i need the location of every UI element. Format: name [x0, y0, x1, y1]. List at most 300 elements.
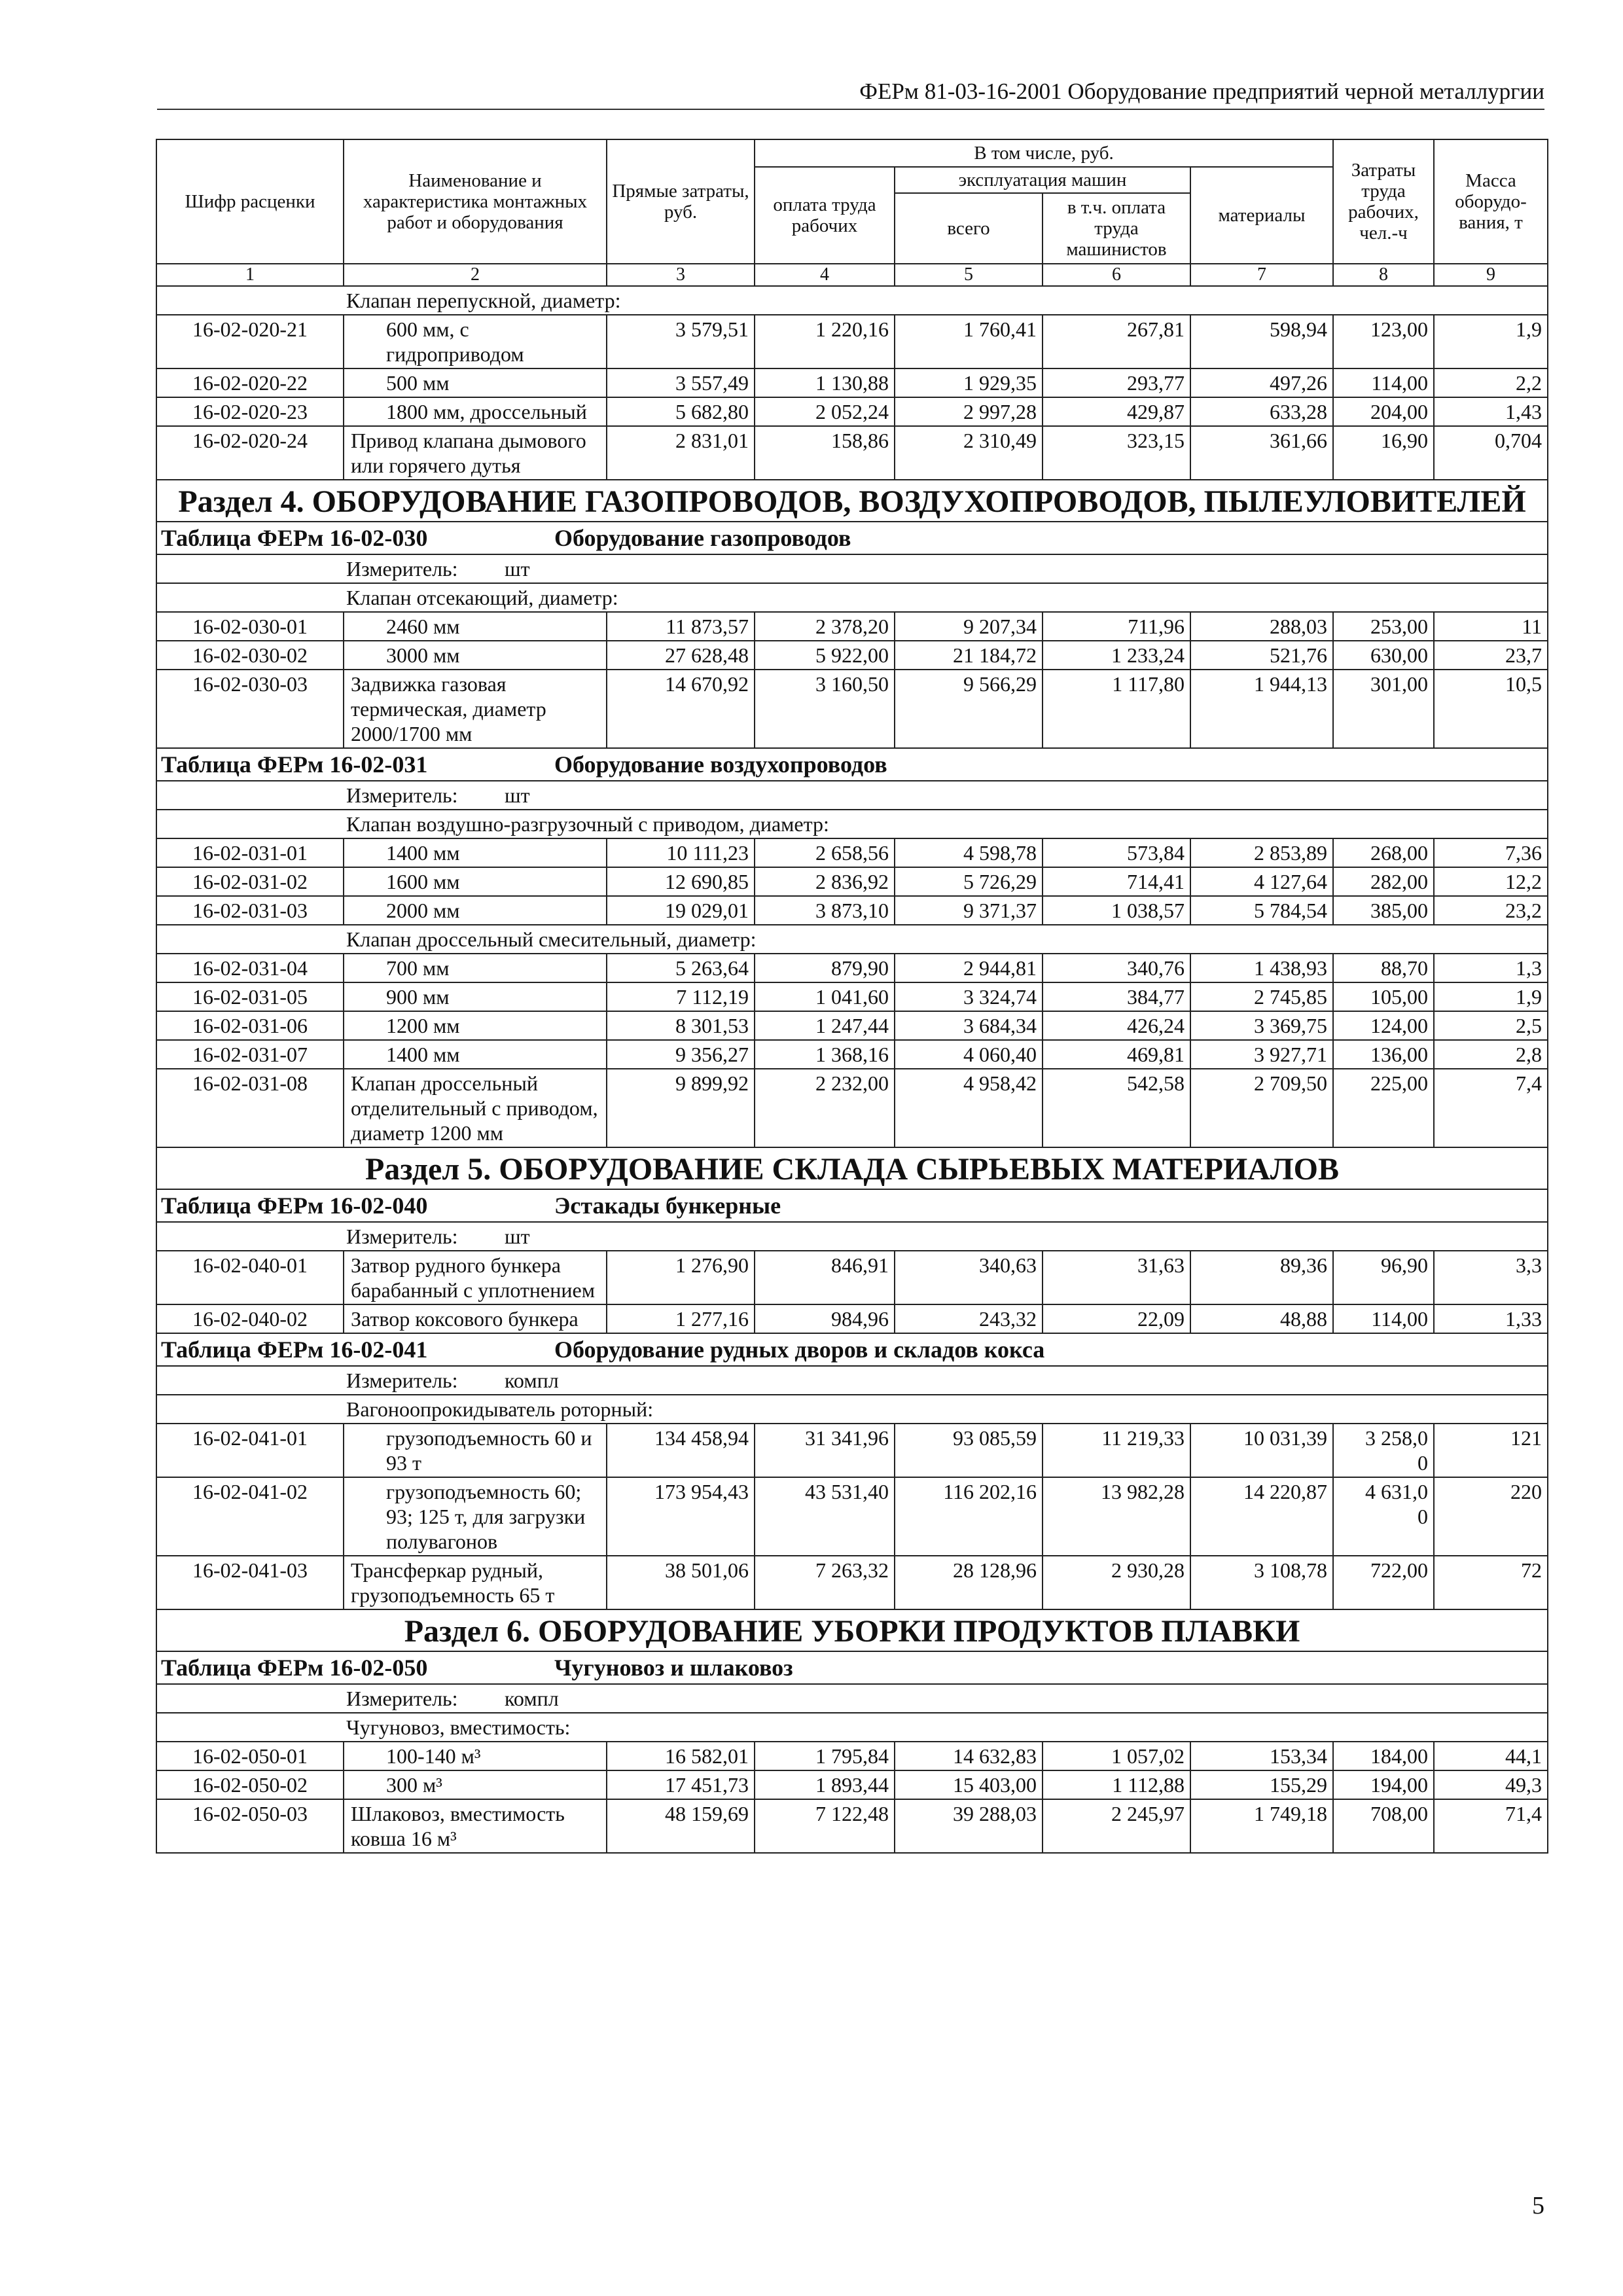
- meter: [156, 1366, 1548, 1395]
- table-name: Эстакады бункерные: [554, 1193, 781, 1219]
- col-number: 8: [1333, 264, 1434, 286]
- meter-row: [156, 1222, 1548, 1251]
- materials-cost: 89,36: [1190, 1251, 1333, 1304]
- col-number: 5: [895, 264, 1043, 286]
- materials-cost: 633,28: [1190, 397, 1333, 426]
- section-title-row: [156, 1147, 1548, 1189]
- table-title-row: [156, 748, 1548, 781]
- labor-hours: 194,00: [1333, 1770, 1434, 1799]
- machines-total: 93 085,59: [895, 1424, 1043, 1477]
- rate-code: 16-02-041-03: [156, 1556, 344, 1609]
- table-row: [156, 1011, 1548, 1040]
- work-name: Задвижка газовая термическая, диаметр 2000/1700 мм: [344, 670, 607, 748]
- meter: [156, 554, 1548, 583]
- table-row: [156, 1424, 1548, 1477]
- machines-total: 1 929,35: [895, 368, 1043, 397]
- rate-code: 16-02-031-03: [156, 896, 344, 925]
- rate-code: 16-02-031-06: [156, 1011, 344, 1040]
- labor-hours: 708,00: [1333, 1799, 1434, 1853]
- table-row: [156, 670, 1548, 748]
- group-heading-row: [156, 810, 1548, 838]
- labor-cost: 5 922,00: [755, 641, 895, 670]
- direct-cost: 9 356,27: [607, 1040, 755, 1069]
- col-name-header: Наименование и характеристика монтажных работ и оборудования: [344, 139, 607, 264]
- group-heading: Чугуновоз, вместимость:: [156, 1713, 1548, 1742]
- table-number: Таблица ФЕРм 16-02-031: [161, 751, 428, 778]
- table-number: Таблица ФЕРм 16-02-041: [161, 1336, 428, 1363]
- machinists-pay: 11 219,33: [1043, 1424, 1190, 1477]
- meter-unit: компл: [505, 1687, 559, 1710]
- meter-row: [156, 554, 1548, 583]
- materials-cost: 1 749,18: [1190, 1799, 1333, 1853]
- table-number: Таблица ФЕРм 16-02-050: [161, 1655, 428, 1681]
- labor-hours: 225,00: [1333, 1069, 1434, 1147]
- machines-total: 2 997,28: [895, 397, 1043, 426]
- labor-cost: 3 873,10: [755, 896, 895, 925]
- col-mass-header: Масса оборудо-вания, т: [1434, 139, 1548, 264]
- meter-row: [156, 781, 1548, 810]
- table-row: [156, 1477, 1548, 1556]
- col-incl-op-header: в т.ч. оплата труда машинистов: [1043, 193, 1190, 264]
- machines-total: 39 288,03: [895, 1799, 1043, 1853]
- materials-cost: 5 784,54: [1190, 896, 1333, 925]
- labor-cost: 7 122,48: [755, 1799, 895, 1853]
- direct-cost: 38 501,06: [607, 1556, 755, 1609]
- rate-code: 16-02-020-23: [156, 397, 344, 426]
- direct-cost: 16 582,01: [607, 1742, 755, 1770]
- machinists-pay: 711,96: [1043, 612, 1190, 641]
- table-row: [156, 1251, 1548, 1304]
- materials-cost: 2 853,89: [1190, 838, 1333, 867]
- machinists-pay: 1 112,88: [1043, 1770, 1190, 1799]
- table-title: [156, 1651, 1548, 1684]
- equipment-mass: 1,43: [1434, 397, 1548, 426]
- equipment-mass: 1,9: [1434, 315, 1548, 368]
- materials-cost: 521,76: [1190, 641, 1333, 670]
- machines-total: 15 403,00: [895, 1770, 1043, 1799]
- labor-cost: 1 247,44: [755, 1011, 895, 1040]
- work-name: 1200 мм: [344, 1011, 607, 1040]
- equipment-mass: 10,5: [1434, 670, 1548, 748]
- labor-hours: 630,00: [1333, 641, 1434, 670]
- group-heading: Клапан перепускной, диаметр:: [156, 286, 1548, 315]
- labor-hours: 4 631,0 0: [1333, 1477, 1434, 1556]
- labor-hours: 124,00: [1333, 1011, 1434, 1040]
- table-row: [156, 368, 1548, 397]
- machines-total: 2 310,49: [895, 426, 1043, 480]
- rate-code: 16-02-031-07: [156, 1040, 344, 1069]
- materials-cost: 153,34: [1190, 1742, 1333, 1770]
- labor-cost: 1 368,16: [755, 1040, 895, 1069]
- machinists-pay: 426,24: [1043, 1011, 1190, 1040]
- table-row: [156, 315, 1548, 368]
- section-title-row: [156, 480, 1548, 522]
- col-number: 2: [344, 264, 607, 286]
- table-row: [156, 867, 1548, 896]
- machinists-pay: 714,41: [1043, 867, 1190, 896]
- rate-code: 16-02-050-02: [156, 1770, 344, 1799]
- equipment-mass: 220: [1434, 1477, 1548, 1556]
- machinists-pay: 573,84: [1043, 838, 1190, 867]
- table-row: [156, 982, 1548, 1011]
- labor-cost: 879,90: [755, 954, 895, 982]
- machinists-pay: 267,81: [1043, 315, 1190, 368]
- col-number: 3: [607, 264, 755, 286]
- work-name: Шлаковоз, вместимость ковша 16 м³: [344, 1799, 607, 1853]
- equipment-mass: 7,4: [1434, 1069, 1548, 1147]
- table-name: Оборудование воздухопроводов: [554, 751, 887, 778]
- direct-cost: 5 263,64: [607, 954, 755, 982]
- direct-cost: 3 579,51: [607, 315, 755, 368]
- materials-cost: 10 031,39: [1190, 1424, 1333, 1477]
- equipment-mass: 72: [1434, 1556, 1548, 1609]
- equipment-mass: 23,2: [1434, 896, 1548, 925]
- machines-total: 340,63: [895, 1251, 1043, 1304]
- equipment-mass: 44,1: [1434, 1742, 1548, 1770]
- machinists-pay: 13 982,28: [1043, 1477, 1190, 1556]
- materials-cost: 2 709,50: [1190, 1069, 1333, 1147]
- machines-total: 9 371,37: [895, 896, 1043, 925]
- labor-hours: 114,00: [1333, 368, 1434, 397]
- work-name: 1400 мм: [344, 838, 607, 867]
- work-name: Затвор рудного бункера барабанный с уплотнением: [344, 1251, 607, 1304]
- meter-row: [156, 1366, 1548, 1395]
- equipment-mass: 71,4: [1434, 1799, 1548, 1853]
- meter-unit: шт: [505, 1225, 530, 1248]
- labor-cost: 43 531,40: [755, 1477, 895, 1556]
- direct-cost: 48 159,69: [607, 1799, 755, 1853]
- col-labor-header: оплата труда рабочих: [755, 167, 895, 264]
- work-name: Трансферкар рудный, грузоподъемность 65 т: [344, 1556, 607, 1609]
- materials-cost: 1 944,13: [1190, 670, 1333, 748]
- rate-code: 16-02-020-21: [156, 315, 344, 368]
- machines-total: 5 726,29: [895, 867, 1043, 896]
- work-name: Клапан дроссельный отделительный с приводом, диаметр 1200 мм: [344, 1069, 607, 1147]
- machinists-pay: 22,09: [1043, 1304, 1190, 1333]
- work-name: 1400 мм: [344, 1040, 607, 1069]
- work-name: 1600 мм: [344, 867, 607, 896]
- direct-cost: 3 557,49: [607, 368, 755, 397]
- machinists-pay: 2 930,28: [1043, 1556, 1190, 1609]
- direct-cost: 2 831,01: [607, 426, 755, 480]
- machines-total: 116 202,16: [895, 1477, 1043, 1556]
- col-number: 4: [755, 264, 895, 286]
- machines-total: 1 760,41: [895, 315, 1043, 368]
- table-number: Таблица ФЕРм 16-02-040: [161, 1193, 428, 1219]
- table-name: Оборудование рудных дворов и складов кокса: [554, 1336, 1045, 1363]
- rate-code: 16-02-041-02: [156, 1477, 344, 1556]
- direct-cost: 7 112,19: [607, 982, 755, 1011]
- group-heading-row: [156, 925, 1548, 954]
- labor-hours: 88,70: [1333, 954, 1434, 982]
- materials-cost: 2 745,85: [1190, 982, 1333, 1011]
- machinists-pay: 323,15: [1043, 426, 1190, 480]
- labor-hours: 96,90: [1333, 1251, 1434, 1304]
- machines-total: 14 632,83: [895, 1742, 1043, 1770]
- materials-cost: 1 438,93: [1190, 954, 1333, 982]
- work-name: грузоподъемность 60 и 93 т: [344, 1424, 607, 1477]
- machines-total: 4 598,78: [895, 838, 1043, 867]
- machinists-pay: 1 117,80: [1043, 670, 1190, 748]
- direct-cost: 12 690,85: [607, 867, 755, 896]
- rate-code: 16-02-050-01: [156, 1742, 344, 1770]
- col-materials-header: материалы: [1190, 167, 1333, 264]
- section-title-row: [156, 1609, 1548, 1651]
- table-body: [156, 286, 1548, 1853]
- machinists-pay: 1 233,24: [1043, 641, 1190, 670]
- group-heading-row: [156, 1713, 1548, 1742]
- machines-total: 21 184,72: [895, 641, 1043, 670]
- col-number: 7: [1190, 264, 1333, 286]
- labor-cost: 31 341,96: [755, 1424, 895, 1477]
- table-row: [156, 1304, 1548, 1333]
- direct-cost: 173 954,43: [607, 1477, 755, 1556]
- machinists-pay: 429,87: [1043, 397, 1190, 426]
- section-title: Раздел 4. ОБОРУДОВАНИЕ ГАЗОПРОВОДОВ, ВОЗДУХОПРОВОДОВ, ПЫЛЕУЛОВИТЕЛЕЙ: [156, 480, 1548, 522]
- labor-cost: 1 041,60: [755, 982, 895, 1011]
- group-heading: Вагоноопрокидыватель роторный:: [156, 1395, 1548, 1424]
- labor-hours: 253,00: [1333, 612, 1434, 641]
- page-number: 5: [1532, 2192, 1544, 2219]
- work-name: Привод клапана дымового или горячего дутья: [344, 426, 607, 480]
- rate-code: 16-02-031-01: [156, 838, 344, 867]
- rate-code: 16-02-020-22: [156, 368, 344, 397]
- rate-code: 16-02-031-05: [156, 982, 344, 1011]
- meter-unit: шт: [505, 557, 530, 581]
- machinists-pay: 542,58: [1043, 1069, 1190, 1147]
- table-row: [156, 1556, 1548, 1609]
- work-name: 1800 мм, дроссельный: [344, 397, 607, 426]
- work-name: 2460 мм: [344, 612, 607, 641]
- group-heading: Клапан дроссельный смесительный, диаметр:: [156, 925, 1548, 954]
- work-name: 600 мм, с гидроприводом: [344, 315, 607, 368]
- machines-total: 243,32: [895, 1304, 1043, 1333]
- labor-hours: 123,00: [1333, 315, 1434, 368]
- group-heading: Клапан отсекающий, диаметр:: [156, 583, 1548, 612]
- equipment-mass: 0,704: [1434, 426, 1548, 480]
- machines-total: 3 324,74: [895, 982, 1043, 1011]
- table-row: [156, 1040, 1548, 1069]
- price-table: [156, 139, 1548, 1854]
- equipment-mass: 11: [1434, 612, 1548, 641]
- equipment-mass: 23,7: [1434, 641, 1548, 670]
- labor-hours: 204,00: [1333, 397, 1434, 426]
- table-row: [156, 1742, 1548, 1770]
- materials-cost: 497,26: [1190, 368, 1333, 397]
- rate-code: 16-02-031-08: [156, 1069, 344, 1147]
- machines-total: 9 566,29: [895, 670, 1043, 748]
- direct-cost: 10 111,23: [607, 838, 755, 867]
- rate-code: 16-02-030-01: [156, 612, 344, 641]
- rate-code: 16-02-020-24: [156, 426, 344, 480]
- machinists-pay: 293,77: [1043, 368, 1190, 397]
- materials-cost: 3 108,78: [1190, 1556, 1333, 1609]
- direct-cost: 5 682,80: [607, 397, 755, 426]
- labor-hours: 385,00: [1333, 896, 1434, 925]
- labor-cost: 7 263,32: [755, 1556, 895, 1609]
- col-incl-header: В том числе, руб.: [755, 139, 1333, 167]
- work-name: 500 мм: [344, 368, 607, 397]
- table-row: [156, 641, 1548, 670]
- col-code-header: Шифр расценки: [156, 139, 344, 264]
- column-number-row: [156, 264, 1548, 286]
- table-number: Таблица ФЕРм 16-02-030: [161, 525, 428, 551]
- rate-code: 16-02-031-04: [156, 954, 344, 982]
- group-heading-row: [156, 286, 1548, 315]
- table-row: [156, 397, 1548, 426]
- equipment-mass: 2,8: [1434, 1040, 1548, 1069]
- work-name: 900 мм: [344, 982, 607, 1011]
- machines-total: 3 684,34: [895, 1011, 1043, 1040]
- materials-cost: 361,66: [1190, 426, 1333, 480]
- direct-cost: 19 029,01: [607, 896, 755, 925]
- table-row: [156, 1069, 1548, 1147]
- materials-cost: 3 369,75: [1190, 1011, 1333, 1040]
- materials-cost: 288,03: [1190, 612, 1333, 641]
- table-row: [156, 426, 1548, 480]
- col-machines-header: эксплуатация машин: [895, 167, 1190, 193]
- table-row: [156, 896, 1548, 925]
- rate-code: 16-02-030-03: [156, 670, 344, 748]
- labor-cost: 846,91: [755, 1251, 895, 1304]
- meter-label: Измеритель:: [346, 1369, 458, 1392]
- direct-cost: 17 451,73: [607, 1770, 755, 1799]
- rate-code: 16-02-050-03: [156, 1799, 344, 1853]
- rate-code: 16-02-031-02: [156, 867, 344, 896]
- equipment-mass: 2,2: [1434, 368, 1548, 397]
- table-title-row: [156, 1651, 1548, 1684]
- equipment-mass: 1,9: [1434, 982, 1548, 1011]
- table-row: [156, 612, 1548, 641]
- meter-unit: компл: [505, 1369, 559, 1392]
- labor-cost: 3 160,50: [755, 670, 895, 748]
- meter: [156, 1222, 1548, 1251]
- materials-cost: 3 927,71: [1190, 1040, 1333, 1069]
- machinists-pay: 2 245,97: [1043, 1799, 1190, 1853]
- labor-cost: 2 052,24: [755, 397, 895, 426]
- table-title: [156, 1189, 1548, 1222]
- labor-hours: 16,90: [1333, 426, 1434, 480]
- work-name: 100-140 м³: [344, 1742, 607, 1770]
- rate-code: 16-02-040-02: [156, 1304, 344, 1333]
- equipment-mass: 49,3: [1434, 1770, 1548, 1799]
- direct-cost: 27 628,48: [607, 641, 755, 670]
- meter-label: Измеритель:: [346, 557, 458, 581]
- materials-cost: 14 220,87: [1190, 1477, 1333, 1556]
- labor-cost: 984,96: [755, 1304, 895, 1333]
- table-row: [156, 954, 1548, 982]
- labor-cost: 1 795,84: [755, 1742, 895, 1770]
- meter-row: [156, 1684, 1548, 1713]
- equipment-mass: 3,3: [1434, 1251, 1548, 1304]
- work-name: Затвор коксового бункера: [344, 1304, 607, 1333]
- table-name: Оборудование газопроводов: [554, 525, 851, 551]
- machinists-pay: 1 057,02: [1043, 1742, 1190, 1770]
- labor-cost: 1 130,88: [755, 368, 895, 397]
- machinists-pay: 1 038,57: [1043, 896, 1190, 925]
- running-header: ФЕРм 81-03-16-2001 Оборудование предприятий черной металлургии: [157, 77, 1544, 110]
- materials-cost: 155,29: [1190, 1770, 1333, 1799]
- group-heading: Клапан воздушно-разгрузочный с приводом, диаметр:: [156, 810, 1548, 838]
- table-row: [156, 1770, 1548, 1799]
- meter: [156, 781, 1548, 810]
- work-name: 2000 мм: [344, 896, 607, 925]
- labor-cost: 2 378,20: [755, 612, 895, 641]
- direct-cost: 14 670,92: [607, 670, 755, 748]
- meter-label: Измеритель:: [346, 1687, 458, 1710]
- labor-cost: 1 220,16: [755, 315, 895, 368]
- meter-label: Измеритель:: [346, 783, 458, 807]
- direct-cost: 9 899,92: [607, 1069, 755, 1147]
- equipment-mass: 121: [1434, 1424, 1548, 1477]
- machinists-pay: 384,77: [1043, 982, 1190, 1011]
- col-number: 6: [1043, 264, 1190, 286]
- direct-cost: 1 277,16: [607, 1304, 755, 1333]
- materials-cost: 48,88: [1190, 1304, 1333, 1333]
- machinists-pay: 340,76: [1043, 954, 1190, 982]
- labor-cost: 158,86: [755, 426, 895, 480]
- col-direct-header: Прямые затраты, руб.: [607, 139, 755, 264]
- work-name: 300 м³: [344, 1770, 607, 1799]
- equipment-mass: 12,2: [1434, 867, 1548, 896]
- materials-cost: 598,94: [1190, 315, 1333, 368]
- work-name: грузоподъемность 60; 93; 125 т, для загрузки полувагонов: [344, 1477, 607, 1556]
- section-title: Раздел 5. ОБОРУДОВАНИЕ СКЛАДА СЫРЬЕВЫХ МАТЕРИАЛОВ: [156, 1147, 1548, 1189]
- direct-cost: 8 301,53: [607, 1011, 755, 1040]
- machines-total: 4 958,42: [895, 1069, 1043, 1147]
- table-title-row: [156, 1189, 1548, 1222]
- direct-cost: 1 276,90: [607, 1251, 755, 1304]
- meter-label: Измеритель:: [346, 1225, 458, 1248]
- labor-hours: 114,00: [1333, 1304, 1434, 1333]
- col-total-header: всего: [895, 193, 1043, 264]
- machines-total: 4 060,40: [895, 1040, 1043, 1069]
- table-row: [156, 838, 1548, 867]
- rate-code: 16-02-030-02: [156, 641, 344, 670]
- meter-unit: шт: [505, 783, 530, 807]
- meter: [156, 1684, 1548, 1713]
- labor-hours: 722,00: [1333, 1556, 1434, 1609]
- labor-hours: 268,00: [1333, 838, 1434, 867]
- labor-hours: 301,00: [1333, 670, 1434, 748]
- table-title-row: [156, 522, 1548, 554]
- machines-total: 2 944,81: [895, 954, 1043, 982]
- labor-cost: 2 836,92: [755, 867, 895, 896]
- work-name: 700 мм: [344, 954, 607, 982]
- col-number: 1: [156, 264, 344, 286]
- equipment-mass: 2,5: [1434, 1011, 1548, 1040]
- table-title-row: [156, 1333, 1548, 1366]
- col-number: 9: [1434, 264, 1548, 286]
- equipment-mass: 1,3: [1434, 954, 1548, 982]
- rate-code: 16-02-040-01: [156, 1251, 344, 1304]
- machinists-pay: 469,81: [1043, 1040, 1190, 1069]
- table-row: [156, 1799, 1548, 1853]
- machinists-pay: 31,63: [1043, 1251, 1190, 1304]
- section-title: Раздел 6. ОБОРУДОВАНИЕ УБОРКИ ПРОДУКТОВ ПЛАВКИ: [156, 1609, 1548, 1651]
- direct-cost: 134 458,94: [607, 1424, 755, 1477]
- table-title: [156, 522, 1548, 554]
- rate-code: 16-02-041-01: [156, 1424, 344, 1477]
- table-title: [156, 748, 1548, 781]
- machines-total: 9 207,34: [895, 612, 1043, 641]
- direct-cost: 11 873,57: [607, 612, 755, 641]
- labor-cost: 2 232,00: [755, 1069, 895, 1147]
- labor-hours: 136,00: [1333, 1040, 1434, 1069]
- group-heading-row: [156, 583, 1548, 612]
- labor-cost: 1 893,44: [755, 1770, 895, 1799]
- equipment-mass: 1,33: [1434, 1304, 1548, 1333]
